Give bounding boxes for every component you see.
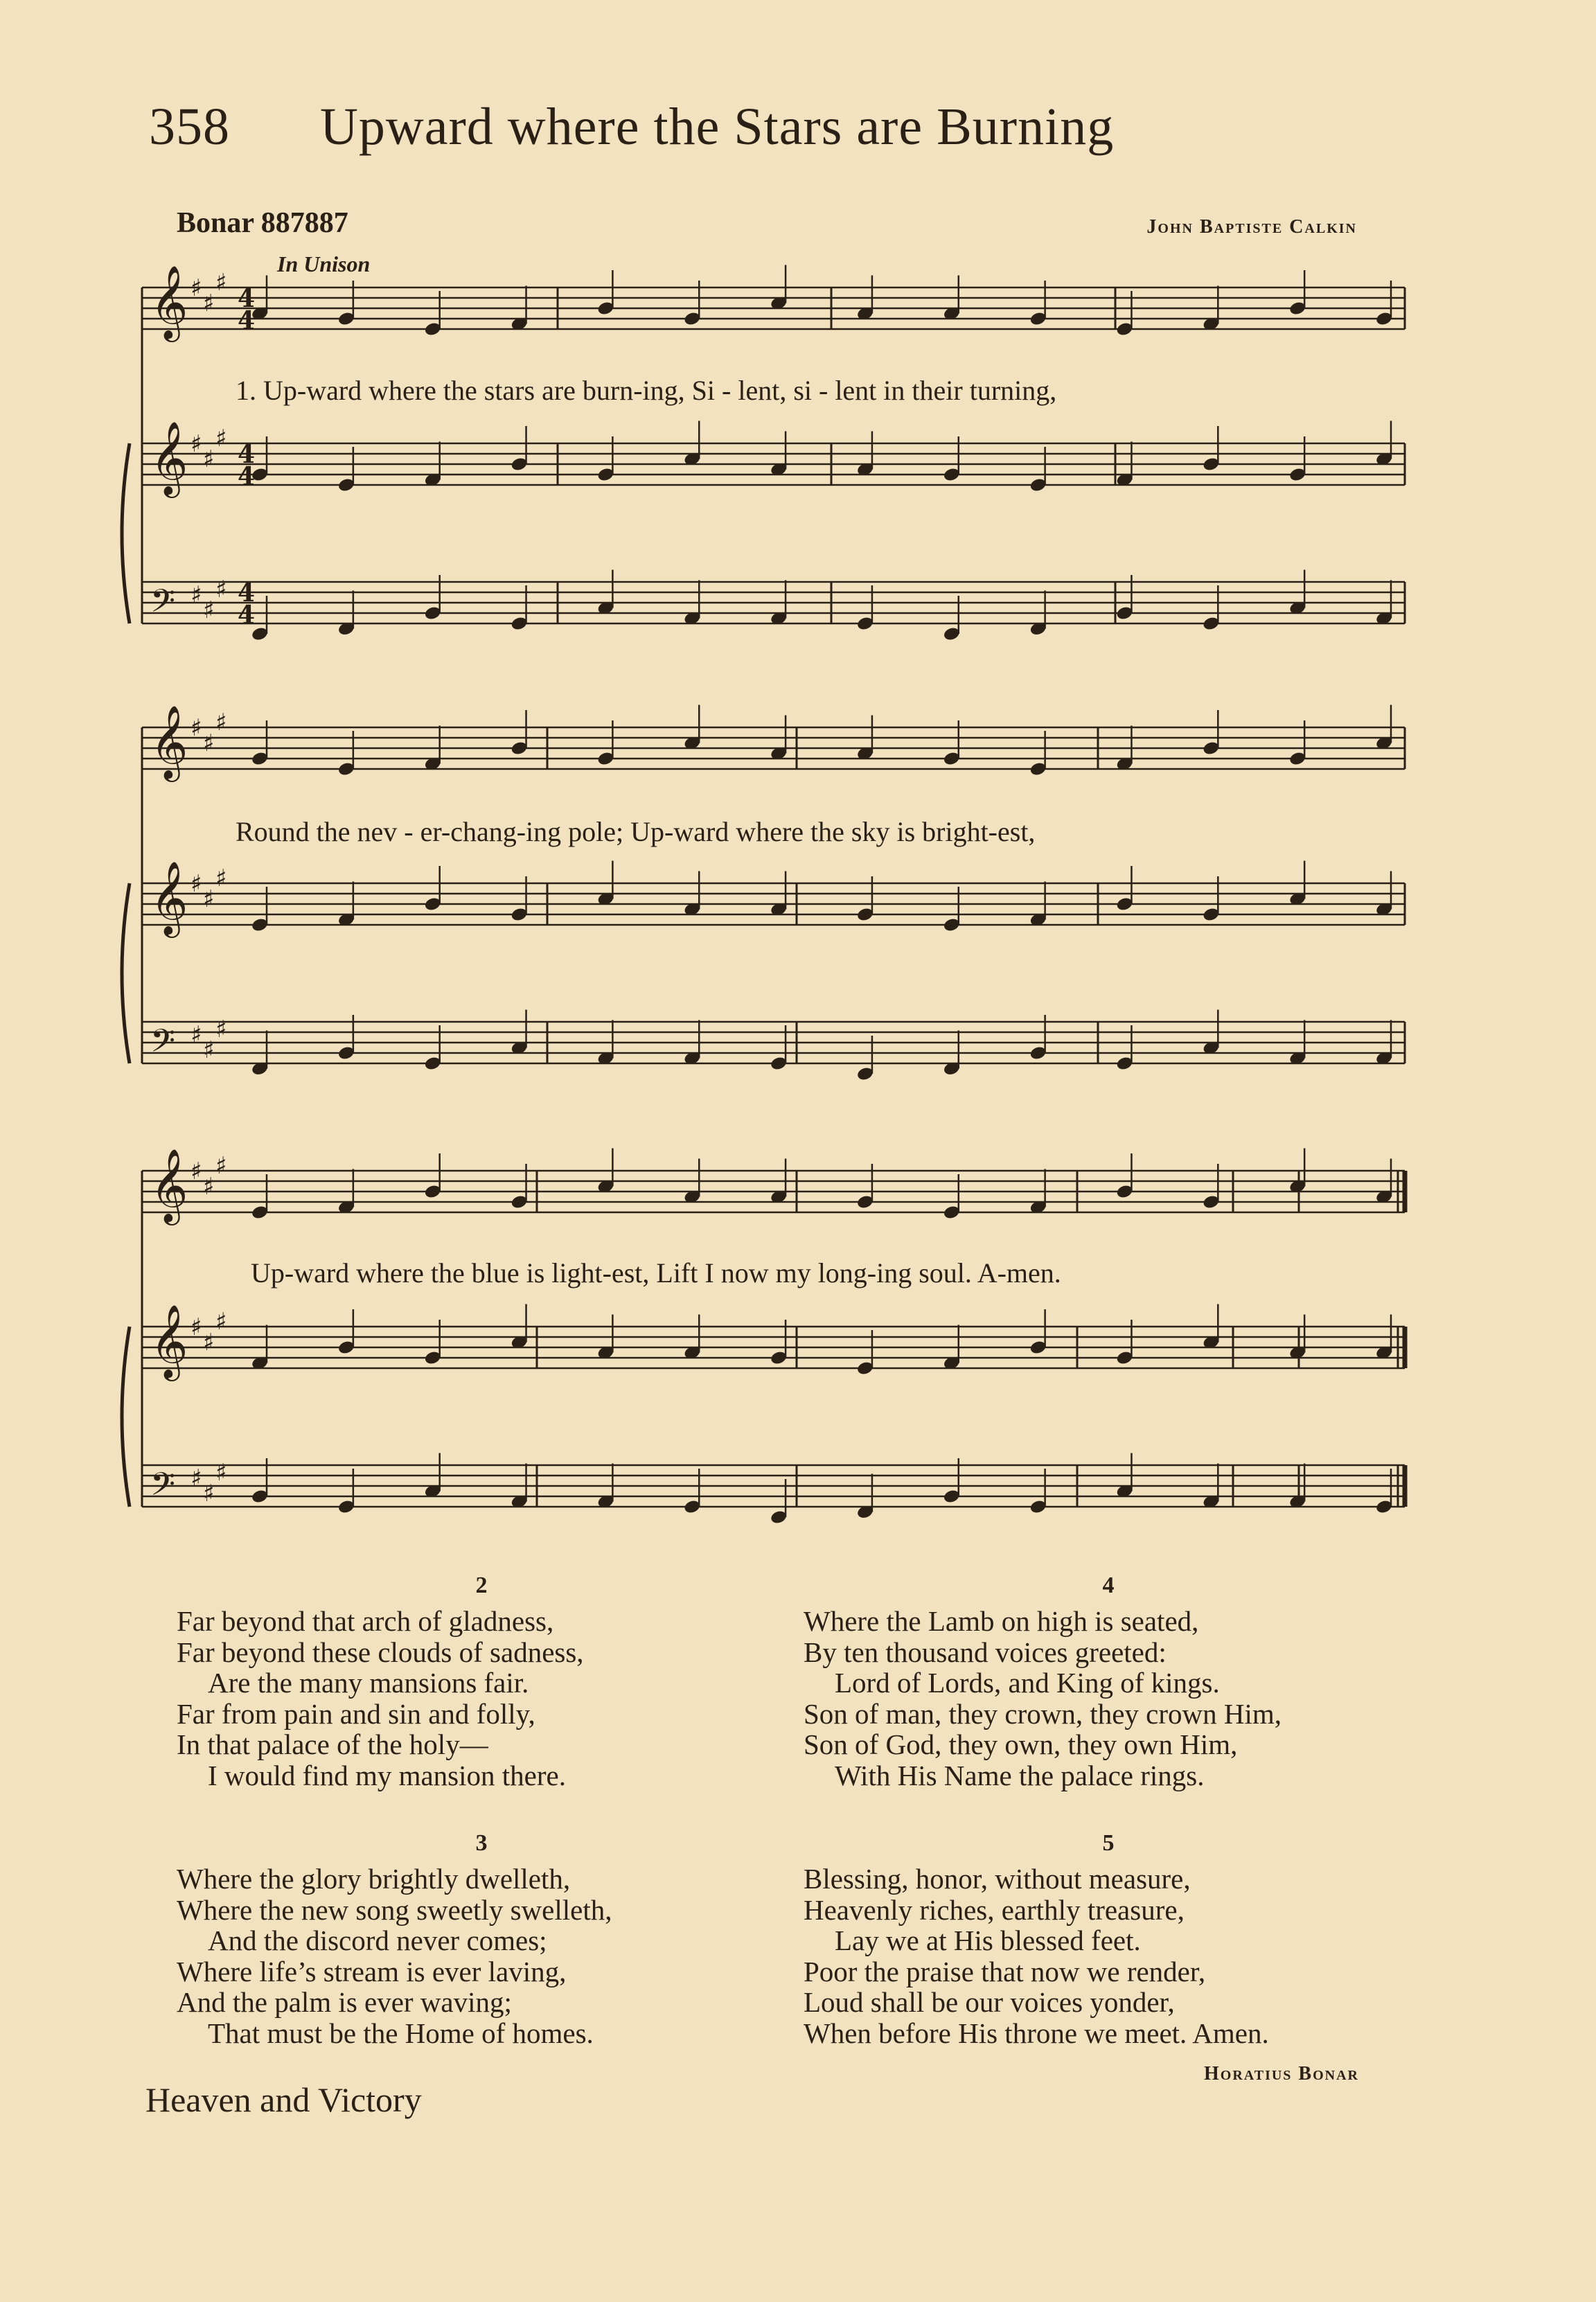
- stanza-5: [804, 1830, 1413, 2048]
- stanza-4: [804, 1573, 1413, 1791]
- stanzas-block: [177, 1573, 1424, 2085]
- lyrics-line-2: Round the nev - er-chang-ing pole; Up-ward where the sky is bright-est,: [236, 816, 1036, 847]
- sharp-icon: ♯: [190, 714, 202, 742]
- stanza-3: [177, 1830, 786, 2048]
- composer-credit: John Baptiste Calkin: [1146, 216, 1357, 238]
- stanza-line: Where the Lamb on high is seated,: [804, 1605, 1199, 1637]
- sharp-icon: ♯: [203, 885, 215, 913]
- stanza-line: That must be the Home of homes.: [208, 2017, 594, 2049]
- stanza-line: Where the new song sweetly swelleth,: [177, 1893, 612, 1926]
- treble-clef-icon: 𝄞: [150, 1148, 188, 1222]
- sharp-icon: ♯: [190, 430, 202, 458]
- sharp-icon: ♯: [215, 1152, 227, 1180]
- stanza-line: I would find my mansion there.: [208, 1759, 566, 1791]
- author-credit: Horatius Bonar: [1204, 2063, 1359, 2084]
- stanza-line: And the palm is ever waving;: [177, 1986, 512, 2018]
- sharp-icon: ♯: [190, 1158, 202, 1185]
- bass-clef-icon: 𝄢: [150, 583, 176, 628]
- brace-icon: [122, 443, 130, 623]
- stanza-line: Where life’s stream is ever laving,: [177, 1955, 567, 1987]
- sharp-icon: ♯: [215, 425, 227, 452]
- stanza-line: Lord of Lords, and King of kings.: [835, 1667, 1220, 1699]
- stanza-line: Where the glory brightly dwelleth,: [177, 1863, 571, 1895]
- sharp-icon: ♯: [215, 269, 227, 296]
- stanza-line: Son of man, they crown, they crown Him,: [804, 1697, 1282, 1730]
- bass-clef-icon: 𝄢: [150, 1466, 176, 1511]
- stanza-line: When before His throne we meet. Amen.: [804, 2017, 1269, 2049]
- sharp-icon: ♯: [215, 576, 227, 603]
- stanza-line: Heavenly riches, earthly treasure,: [804, 1893, 1185, 1926]
- sharp-icon: ♯: [203, 1036, 215, 1064]
- time-signature-bottom: 4: [238, 601, 256, 630]
- stanza-line: By ten thousand voices greeted:: [804, 1636, 1167, 1668]
- sharp-icon: ♯: [215, 865, 227, 892]
- treble-clef-icon: 𝄞: [150, 420, 188, 495]
- lyrics-line-1: 1. Up-ward where the stars are burn-ing, Si - lent, si - lent in their turning,: [236, 375, 1057, 406]
- sharp-icon: ♯: [215, 1459, 227, 1487]
- time-signature-top: 4: [238, 284, 256, 313]
- bass-clef-icon: 𝄢: [150, 1022, 176, 1068]
- sharp-icon: ♯: [190, 274, 202, 302]
- sharp-icon: ♯: [203, 1329, 215, 1356]
- tune-name: Bonar 887887: [177, 207, 348, 239]
- section-title: Heaven and Victory: [145, 2080, 422, 2119]
- stanza-line: Loud shall be our voices yonder,: [804, 1986, 1175, 2018]
- stanza-line: Poor the praise that now we render,: [804, 1955, 1206, 1987]
- time-signature-bottom: 4: [238, 306, 256, 335]
- lyrics-line-3: Up-ward where the blue is light-est, Lift I now my long-ing soul. A-men.: [251, 1257, 1061, 1289]
- stanza-line: In that palace of the holy—: [177, 1728, 488, 1760]
- stanza-line: Son of God, they own, they own Him,: [804, 1728, 1238, 1760]
- stanza-line: Are the many mansions fair.: [208, 1667, 529, 1699]
- stanza-line: Far from pain and sin and folly,: [177, 1697, 535, 1730]
- sharp-icon: ♯: [190, 581, 202, 609]
- sharp-icon: ♯: [203, 445, 215, 473]
- sharp-icon: ♯: [203, 290, 215, 317]
- brace-icon: [122, 883, 130, 1063]
- sharp-icon: ♯: [190, 1021, 202, 1049]
- sharp-icon: ♯: [203, 729, 215, 757]
- sharp-icon: ♯: [190, 870, 202, 898]
- stanza-line: Far beyond that arch of gladness,: [177, 1605, 554, 1637]
- time-signature-top: 4: [238, 578, 256, 608]
- stanza-line: Lay we at His blessed feet.: [835, 1924, 1141, 1956]
- sharp-icon: ♯: [203, 1173, 215, 1201]
- sharp-icon: ♯: [203, 1480, 215, 1507]
- stanza-2: [177, 1573, 786, 1791]
- stanza-line: And the discord never comes;: [208, 1924, 547, 1956]
- hymn-number: 358: [149, 98, 230, 156]
- sharp-icon: ♯: [203, 596, 215, 624]
- time-signature-bottom: 4: [238, 462, 256, 491]
- sharp-icon: ♯: [215, 709, 227, 736]
- sharp-icon: ♯: [215, 1016, 227, 1043]
- stanza-line: Far beyond these clouds of sadness,: [177, 1636, 584, 1668]
- hymn-title: Upward where the Stars are Burning: [320, 98, 1115, 156]
- treble-clef-icon: 𝄞: [150, 705, 188, 779]
- treble-clef-icon: 𝄞: [150, 265, 188, 339]
- stanza-number: 2: [475, 1573, 488, 1598]
- sharp-icon: ♯: [190, 1464, 202, 1492]
- performance-direction: In Unison: [277, 251, 371, 276]
- sharp-icon: ♯: [190, 1313, 202, 1341]
- stanza-line: With His Name the palace rings.: [835, 1759, 1205, 1791]
- stanza-number: 4: [1102, 1573, 1115, 1598]
- stanza-line: Blessing, honor, without measure,: [804, 1863, 1191, 1895]
- treble-clef-icon: 𝄞: [150, 860, 188, 935]
- treble-clef-icon: 𝄞: [150, 1304, 188, 1378]
- stanza-number: 3: [475, 1830, 488, 1856]
- sharp-icon: ♯: [215, 1308, 227, 1336]
- time-signature-top: 4: [238, 440, 256, 469]
- stanza-number: 5: [1102, 1830, 1115, 1856]
- brace-icon: [122, 1327, 130, 1507]
